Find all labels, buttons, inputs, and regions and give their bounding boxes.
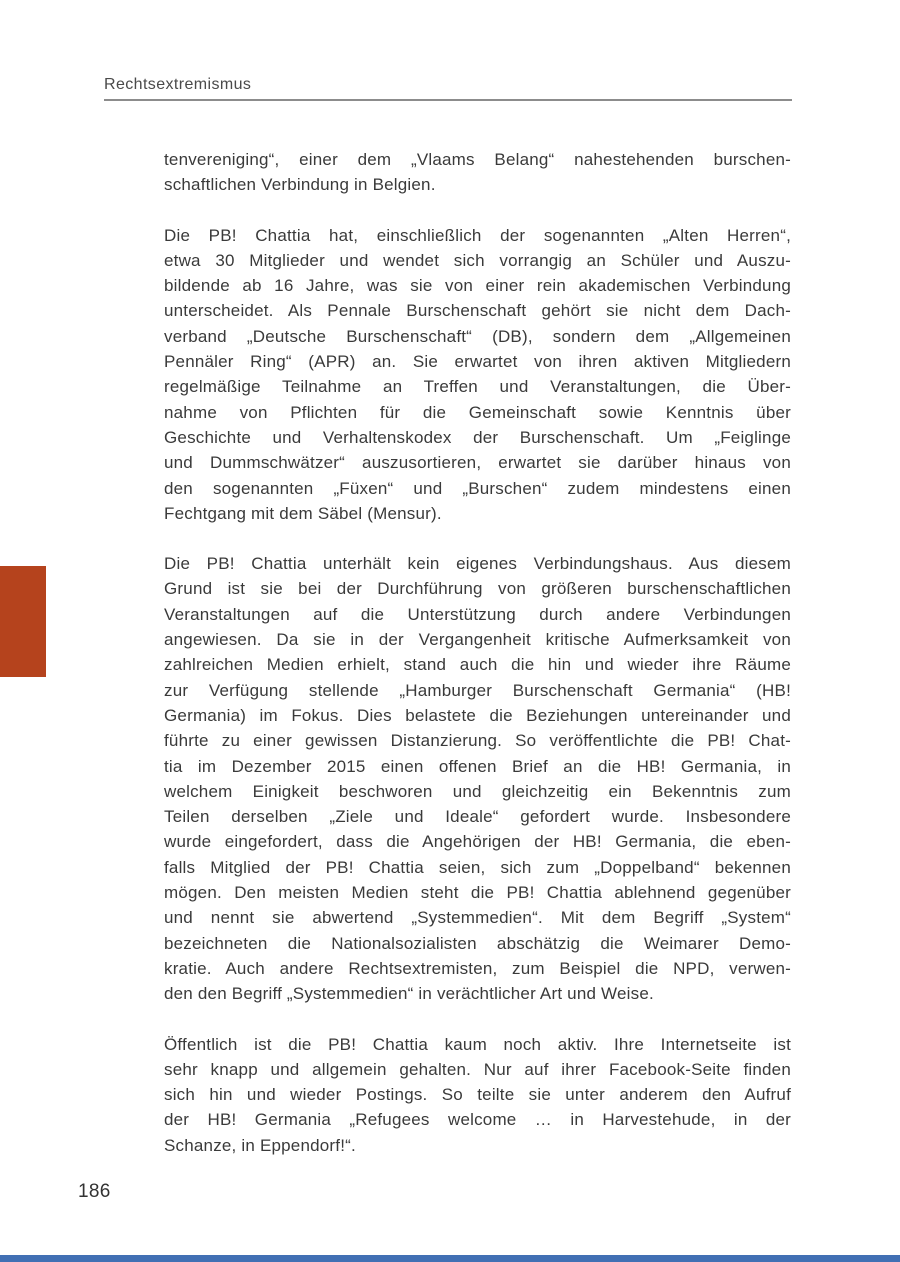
text-line: regelmäßige Teilnahme an Treffen und Veranstaltungen, die Über- <box>164 377 791 397</box>
text-line: mögen. Den meisten Medien steht die PB! Chattia ablehnend gegenüber <box>164 883 791 903</box>
text-line: etwa 30 Mitglieder und wendet sich vorrangig an Schüler und Auszu- <box>164 250 791 270</box>
text-line: tenvereniging“, einer dem „Vlaams Belang“ nahestehenden burschen- <box>164 150 791 169</box>
header-rule <box>104 99 792 101</box>
text-line: den sogenannten „Füxen“ und „Burschen“ zudem mindestens einen <box>164 478 791 498</box>
text-line: sich hin und wieder Postings. So teilte sie unter anderem den Aufruf <box>164 1085 791 1105</box>
text-line: Grund ist sie bei der Durchführung von größeren burschenschaftlichen <box>164 579 791 599</box>
text-line: nahme von Pflichten für die Gemeinschaft sowie Kenntnis über <box>164 402 791 422</box>
text-line: zahlreichen Medien erhielt, stand auch die hin und wieder ihre Räume <box>164 655 791 675</box>
text-line: Schanze, in Eppendorf!“. <box>164 1135 356 1155</box>
text-line: und Dummschwätzer“ auszusortieren, erwartet sie darüber hinaus von <box>164 453 791 473</box>
text-line: Geschichte und Verhaltenskodex der Burschenschaft. Um „Feiglinge <box>164 427 791 447</box>
text-line: welchem Einigkeit beschworen und gleichzeitig ein Bekenntnis zum <box>164 781 791 801</box>
text-line: verband „Deutsche Burschenschaft“ (DB), sondern dem „Allgemeinen <box>164 326 791 346</box>
chapter-tab-marker <box>0 566 46 677</box>
text-line: bezeichneten die Nationalsozialisten abschätzig die Weimarer Demo- <box>164 933 791 953</box>
footer-accent-bar <box>0 1255 900 1262</box>
text-line: zur Verfügung stellende „Hamburger Burschenschaft Germania“ (HB! <box>164 680 791 700</box>
text-line: führte zu einer gewissen Distanzierung. So veröffentlichte die PB! Chat- <box>164 731 791 751</box>
text-line: der HB! Germania „Refugees welcome … in Harvestehude, in der <box>164 1110 791 1130</box>
text-line: Fechtgang mit dem Säbel (Mensur). <box>164 503 442 523</box>
text-line: Die PB! Chattia unterhält kein eigenes Verbindungshaus. Aus diesem <box>164 554 791 574</box>
text-line: wurde eingefordert, dass die Angehörigen der HB! Germania, die eben- <box>164 832 791 852</box>
text-line: Die PB! Chattia hat, einschließlich der sogenannten „Alten Herren“, <box>164 225 791 245</box>
text-line: Germania) im Fokus. Dies belastete die Beziehungen untereinander und <box>164 705 791 725</box>
text-line: Teilen derselben „Ziele und Ideale“ gefordert wurde. Insbesondere <box>164 807 791 827</box>
paragraph <box>164 551 791 1006</box>
text-line: sehr knapp und allgemein gehalten. Nur auf ihrer Facebook-Seite finden <box>164 1059 791 1079</box>
text-line: Pennäler Ring“ (APR) an. Sie erwartet von ihren aktiven Mitgliedern <box>164 352 791 372</box>
text-line: bildende ab 16 Jahre, was sie von einer rein akademischen Verbindung <box>164 276 791 296</box>
text-line: tia im Dezember 2015 einen offenen Brief an die HB! Germania, in <box>164 756 791 776</box>
text-line: unterscheidet. Als Pennale Burschenschaft gehört sie nicht dem Dach- <box>164 301 791 321</box>
paragraph <box>164 223 791 527</box>
text-line: den den Begriff „Systemmedien“ in verächtlicher Art und Weise. <box>164 984 654 1004</box>
text-line: kratie. Auch andere Rechtsextremisten, zum Beispiel die NPD, verwen- <box>164 958 791 978</box>
text-line: falls Mitglied der PB! Chattia seien, sich zum „Doppelband“ bekennen <box>164 857 791 877</box>
page-number: 186 <box>78 1181 111 1202</box>
text-line: schaftlichen Verbindung in Belgien. <box>164 175 436 195</box>
paragraph <box>164 147 791 198</box>
paragraph <box>164 1032 791 1158</box>
text-line: Veranstaltungen auf die Unterstützung durch andere Verbindungen <box>164 604 791 624</box>
running-header: Rechtsextremismus <box>104 76 252 93</box>
text-line: und nennt sie abwertend „Systemmedien“. Mit dem Begriff „System“ <box>164 908 791 928</box>
text-line: Öffentlich ist die PB! Chattia kaum noch aktiv. Ihre Internetseite ist <box>164 1034 791 1054</box>
text-line: angewiesen. Da sie in der Vergangenheit kritische Aufmerksamkeit von <box>164 630 791 650</box>
text-column <box>164 147 791 1183</box>
